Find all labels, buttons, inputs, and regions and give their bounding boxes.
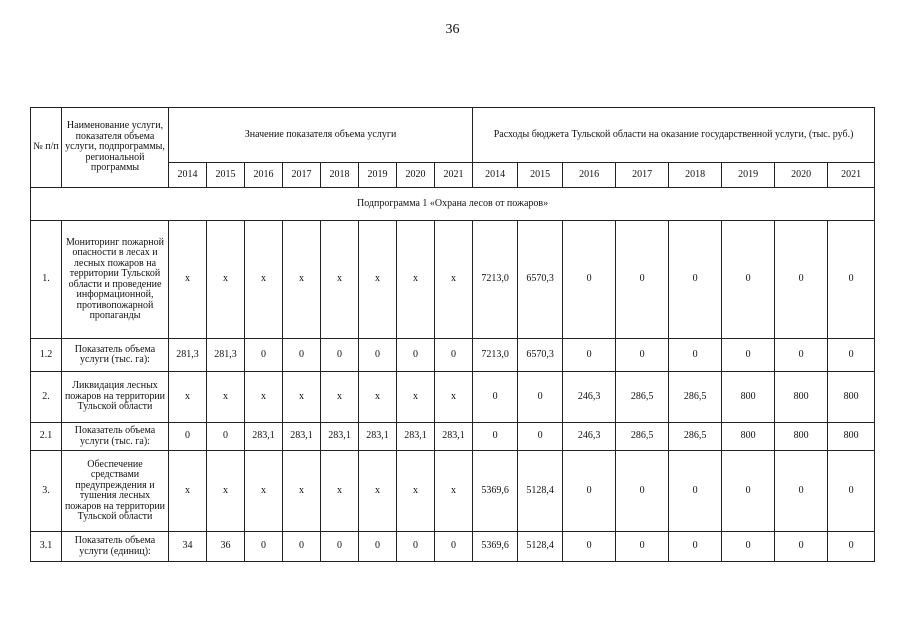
budget-cell: 0	[616, 451, 669, 532]
budget-cell: 0	[828, 532, 875, 562]
budget-cell: 0	[669, 451, 722, 532]
budget-cell: 5369,6	[473, 532, 518, 562]
table-row	[31, 451, 875, 532]
value-cell: х	[359, 451, 397, 532]
budget-cell: 0	[722, 339, 775, 372]
header-num: № п/п	[31, 108, 62, 188]
value-cell: х	[207, 451, 245, 532]
budget-cell: 0	[616, 532, 669, 562]
value-cell: х	[169, 451, 207, 532]
budget-cell: 0	[828, 221, 875, 339]
year-header: 2020	[775, 163, 828, 188]
year-header: 2017	[616, 163, 669, 188]
budget-cell: 0	[616, 339, 669, 372]
year-header: 2021	[435, 163, 473, 188]
budget-cell: 0	[669, 532, 722, 562]
budget-cell: 286,5	[669, 372, 722, 423]
value-cell: х	[321, 372, 359, 423]
value-cell: х	[435, 221, 473, 339]
year-header: 2020	[397, 163, 435, 188]
value-cell: 0	[245, 339, 283, 372]
value-cell: х	[245, 221, 283, 339]
value-cell: 0	[435, 532, 473, 562]
budget-cell: 0	[669, 221, 722, 339]
page-number: 36	[445, 22, 460, 37]
value-cell: 283,1	[397, 423, 435, 451]
value-cell: 283,1	[321, 423, 359, 451]
value-cell: 0	[283, 339, 321, 372]
budget-cell: 0	[563, 221, 616, 339]
budget-cell: 246,3	[563, 423, 616, 451]
budget-cell: 0	[828, 339, 875, 372]
year-header: 2018	[321, 163, 359, 188]
value-cell: 283,1	[359, 423, 397, 451]
value-cell: х	[207, 372, 245, 423]
value-cell: х	[283, 372, 321, 423]
budget-cell: 0	[563, 339, 616, 372]
budget-cell: 6570,3	[518, 221, 563, 339]
value-cell: х	[245, 372, 283, 423]
budget-cell: 0	[518, 423, 563, 451]
value-cell: 281,3	[207, 339, 245, 372]
value-cell: 281,3	[169, 339, 207, 372]
budget-cell: 0	[473, 372, 518, 423]
row-name: Обеспечение средствами предупреждения и тушения лесных пожаров на территории Тульской области	[62, 451, 169, 532]
budget-cell: 800	[775, 423, 828, 451]
value-cell: 0	[359, 532, 397, 562]
table-row	[31, 221, 875, 339]
row-name: Показатель объема услуги (тыс. га):	[62, 339, 169, 372]
value-cell: 0	[321, 339, 359, 372]
budget-cell: 0	[775, 532, 828, 562]
budget-cell: 0	[775, 339, 828, 372]
value-cell: 0	[245, 532, 283, 562]
value-cell: х	[435, 451, 473, 532]
budget-cell: 0	[828, 451, 875, 532]
value-cell: х	[359, 372, 397, 423]
header-value-group: Значение показателя объема услуги	[169, 108, 473, 163]
value-cell: х	[397, 451, 435, 532]
year-header: 2021	[828, 163, 875, 188]
year-header: 2015	[207, 163, 245, 188]
table-row	[31, 339, 875, 372]
value-cell: х	[397, 221, 435, 339]
header-name: Наименование услуги, показателя объема услуги, подпрограммы, региональной программы	[62, 108, 169, 188]
budget-cell: 5128,4	[518, 451, 563, 532]
year-header: 2014	[473, 163, 518, 188]
row-number: 3.1	[31, 532, 62, 562]
row-number: 1.	[31, 221, 62, 339]
value-cell: 283,1	[245, 423, 283, 451]
budget-cell: 5128,4	[518, 532, 563, 562]
value-cell: 0	[169, 423, 207, 451]
value-cell: х	[169, 221, 207, 339]
value-cell: х	[283, 221, 321, 339]
value-cell: 0	[207, 423, 245, 451]
value-cell: х	[397, 372, 435, 423]
value-cell: х	[321, 221, 359, 339]
value-cell: 0	[321, 532, 359, 562]
year-header: 2016	[563, 163, 616, 188]
value-cell: х	[207, 221, 245, 339]
row-number: 2.	[31, 372, 62, 423]
budget-cell: 286,5	[616, 372, 669, 423]
value-cell: 0	[435, 339, 473, 372]
budget-cell: 800	[828, 372, 875, 423]
budget-cell: 0	[722, 221, 775, 339]
year-header: 2015	[518, 163, 563, 188]
budget-cell: 800	[722, 423, 775, 451]
row-name: Мониторинг пожарной опасности в лесах и лесных пожаров на территории Тульской области и проведение информационной, противопожарной пропаганды	[62, 221, 169, 339]
value-cell: х	[245, 451, 283, 532]
value-cell: 0	[359, 339, 397, 372]
value-cell: 283,1	[435, 423, 473, 451]
budget-cell: 7213,0	[473, 221, 518, 339]
budget-table	[30, 107, 875, 562]
row-number: 1.2	[31, 339, 62, 372]
section-title: Подпрограмма 1 «Охрана лесов от пожаров»	[31, 188, 875, 221]
value-cell: 0	[283, 532, 321, 562]
budget-cell: 5369,6	[473, 451, 518, 532]
budget-cell: 0	[563, 451, 616, 532]
year-header: 2016	[245, 163, 283, 188]
budget-cell: 0	[669, 339, 722, 372]
budget-cell: 0	[722, 451, 775, 532]
budget-cell: 0	[722, 532, 775, 562]
budget-cell: 6570,3	[518, 339, 563, 372]
budget-cell: 0	[563, 532, 616, 562]
value-cell: 0	[397, 339, 435, 372]
budget-cell: 800	[775, 372, 828, 423]
year-header: 2017	[283, 163, 321, 188]
row-name: Показатель объема услуги (единиц):	[62, 532, 169, 562]
header-budget-group: Расходы бюджета Тульской области на оказание государственной услуги, (тыс. руб.)	[473, 108, 875, 163]
row-name: Ликвидация лесных пожаров на территории Тульской области	[62, 372, 169, 423]
budget-cell: 0	[473, 423, 518, 451]
year-header: 2014	[169, 163, 207, 188]
value-cell: х	[283, 451, 321, 532]
value-cell: 34	[169, 532, 207, 562]
budget-cell: 7213,0	[473, 339, 518, 372]
budget-cell: 0	[775, 221, 828, 339]
value-cell: 0	[397, 532, 435, 562]
table-row	[31, 532, 875, 562]
budget-cell: 800	[722, 372, 775, 423]
value-cell: х	[169, 372, 207, 423]
value-cell: х	[359, 221, 397, 339]
budget-cell: 800	[828, 423, 875, 451]
row-number: 3.	[31, 451, 62, 532]
table-row	[31, 372, 875, 423]
budget-cell: 286,5	[669, 423, 722, 451]
value-cell: 283,1	[283, 423, 321, 451]
budget-cell: 246,3	[563, 372, 616, 423]
row-number: 2.1	[31, 423, 62, 451]
year-header: 2019	[722, 163, 775, 188]
budget-cell: 0	[518, 372, 563, 423]
budget-cell: 0	[775, 451, 828, 532]
year-header: 2018	[669, 163, 722, 188]
year-header: 2019	[359, 163, 397, 188]
value-cell: 36	[207, 532, 245, 562]
value-cell: х	[435, 372, 473, 423]
table-row	[31, 423, 875, 451]
row-name: Показатель объема услуги (тыс. га):	[62, 423, 169, 451]
value-cell: х	[321, 451, 359, 532]
budget-cell: 286,5	[616, 423, 669, 451]
budget-cell: 0	[616, 221, 669, 339]
